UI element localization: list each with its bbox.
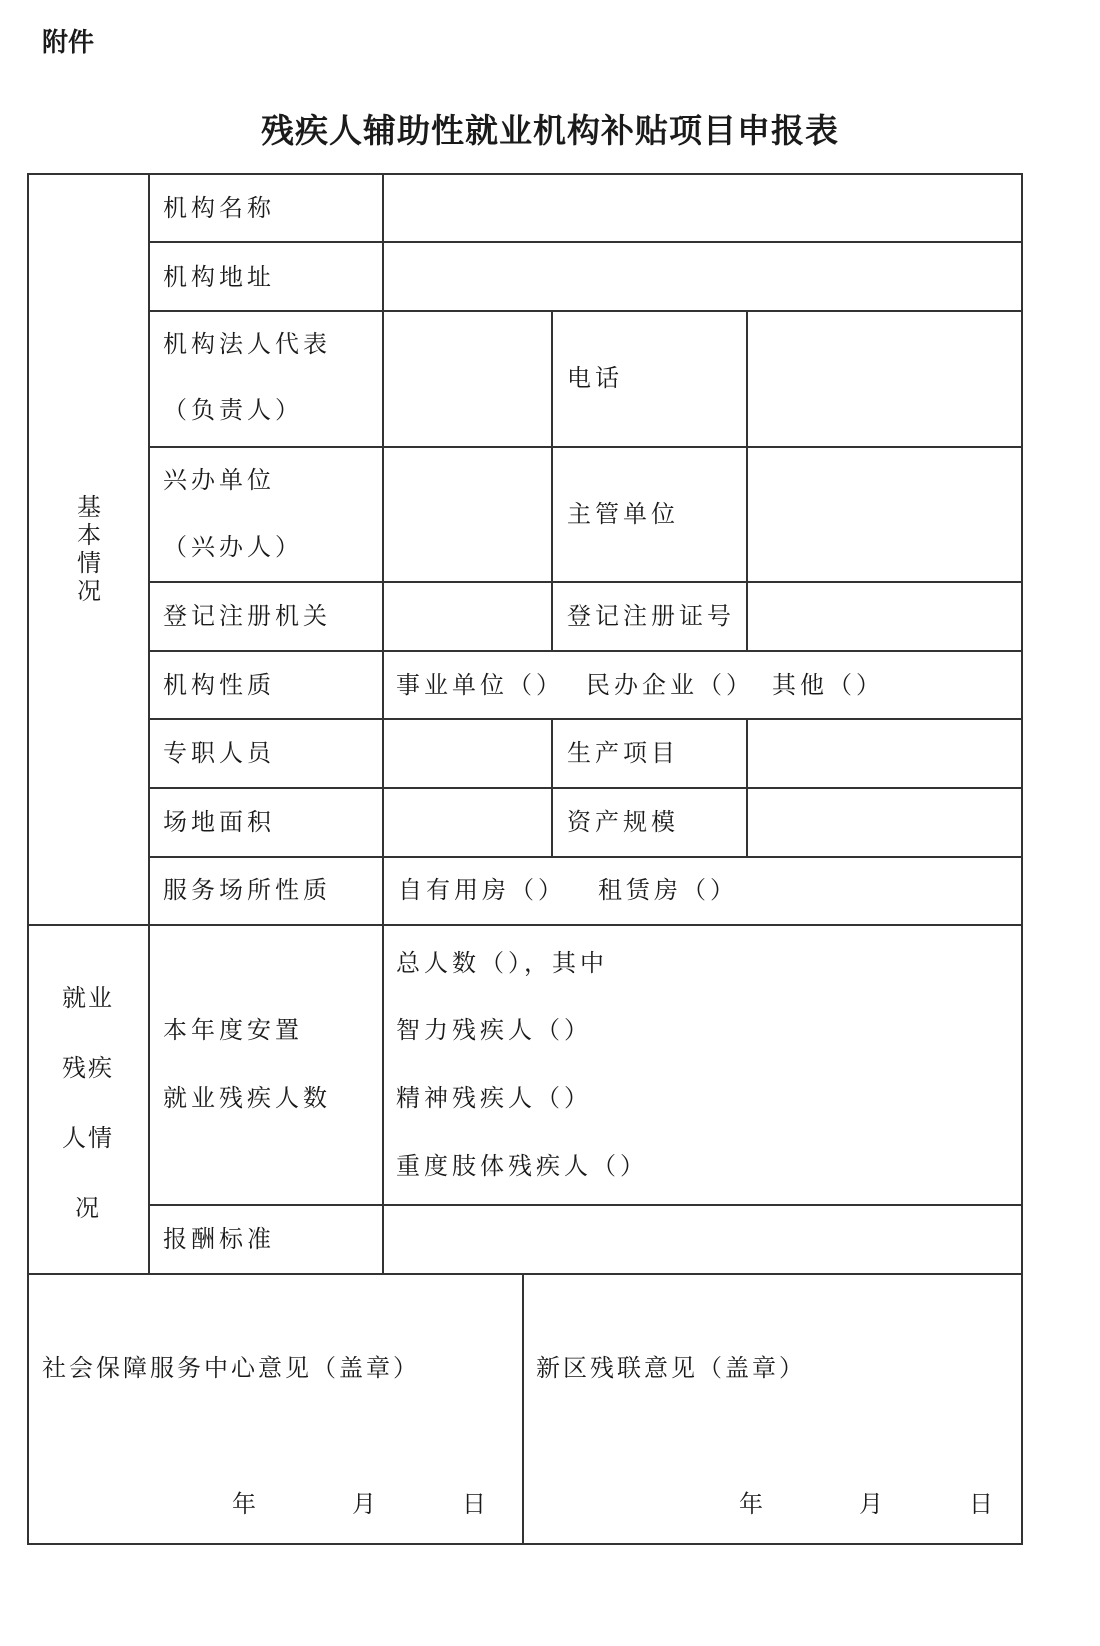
nature-option-public[interactable]: 事业单位（） <box>396 671 564 699</box>
label-placed-line2: 就业残疾人数 <box>163 1084 331 1112</box>
label-site-area: 场地面积 <box>163 808 275 836</box>
count-intellectual[interactable]: 智力残疾人（） <box>396 1016 592 1044</box>
founder-field[interactable] <box>384 448 550 580</box>
label-legal-rep: 机构法人代表 <box>163 330 331 358</box>
label-placed-line1: 本年度安置 <box>163 1016 303 1044</box>
label-production: 生产项目 <box>567 739 679 767</box>
opinion-left-signature-area[interactable] <box>29 1400 521 1480</box>
left-date-year: 年 <box>232 1490 260 1518</box>
left-date-day: 日 <box>462 1490 490 1518</box>
count-mental[interactable]: 精神残疾人（） <box>396 1084 592 1112</box>
reg-number-field[interactable] <box>748 583 1020 649</box>
opinion-social-security-center: 社会保障服务中心意见（盖章） <box>42 1354 420 1382</box>
right-date-month: 月 <box>859 1490 887 1518</box>
table-border-bottom <box>27 1543 1023 1545</box>
form-title: 残疾人辅助性就业机构补贴项目申报表 <box>261 111 839 150</box>
premises-option-owned[interactable]: 自有用房（） <box>398 876 566 904</box>
count-severe-physical[interactable]: 重度肢体残疾人（） <box>396 1152 648 1180</box>
reg-authority-field[interactable] <box>384 583 550 649</box>
org-address-field[interactable] <box>384 243 1020 309</box>
employment-section-label: 就业 残疾 人情 况 <box>62 984 114 1222</box>
label-org-address: 机构地址 <box>163 263 275 291</box>
label-premises-nature: 服务场所性质 <box>163 876 331 904</box>
legal-rep-field[interactable] <box>384 312 550 445</box>
right-date-year: 年 <box>739 1490 767 1518</box>
asset-scale-field[interactable] <box>748 789 1020 855</box>
nature-option-private[interactable]: 民办企业（） <box>586 671 754 699</box>
pay-standard-field[interactable] <box>384 1206 1020 1272</box>
column-divider <box>551 310 553 650</box>
table-border-left <box>27 173 29 1544</box>
opinion-right-signature-area[interactable] <box>524 1400 1020 1480</box>
supervisor-field[interactable] <box>748 448 1020 580</box>
label-reg-number: 登记注册证号 <box>567 602 735 630</box>
label-founder-sub: （兴办人） <box>163 533 303 561</box>
staff-field[interactable] <box>384 720 550 786</box>
label-founder: 兴办单位 <box>163 466 275 494</box>
label-staff: 专职人员 <box>163 739 275 767</box>
section-divider <box>27 924 1023 926</box>
column-divider <box>551 718 553 856</box>
nature-option-other[interactable]: 其他（） <box>772 671 884 699</box>
row-divider <box>148 650 1023 652</box>
row-divider <box>148 856 1023 858</box>
org-name-field[interactable] <box>384 175 1020 240</box>
section-divider <box>27 1273 1023 1275</box>
right-date-day: 日 <box>969 1490 997 1518</box>
premises-option-rented[interactable]: 租赁房（） <box>598 876 738 904</box>
basic-info-section-label: 基 本 情 况 <box>77 493 101 605</box>
site-area-field[interactable] <box>384 789 550 855</box>
label-org-name: 机构名称 <box>163 194 275 222</box>
table-border-right <box>1021 173 1023 1544</box>
label-pay-standard: 报酬标准 <box>163 1225 275 1253</box>
label-reg-authority: 登记注册机关 <box>163 602 331 630</box>
production-field[interactable] <box>748 720 1020 786</box>
opinion-disabled-federation: 新区残联意见（盖章） <box>536 1354 806 1382</box>
label-asset-scale: 资产规模 <box>567 808 679 836</box>
count-total[interactable]: 总人数（），其中 <box>396 949 608 977</box>
attachment-label: 附件 <box>42 28 95 58</box>
label-phone: 电话 <box>567 364 623 392</box>
column-divider <box>148 173 150 1273</box>
label-supervisor: 主管单位 <box>567 500 679 528</box>
label-org-nature: 机构性质 <box>163 671 275 699</box>
phone-field[interactable] <box>748 312 1020 445</box>
left-date-month: 月 <box>352 1490 380 1518</box>
label-legal-rep-sub: （负责人） <box>163 396 303 424</box>
